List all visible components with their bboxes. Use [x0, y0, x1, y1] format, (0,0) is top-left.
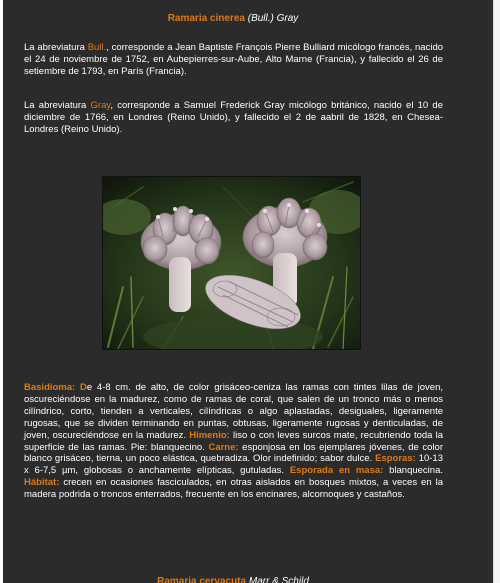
- author-bull-paragraph: [24, 42, 443, 78]
- mushroom-photo: [102, 176, 361, 350]
- carne-label: Carne:: [208, 441, 239, 453]
- next-species-authority: Marr & Schild: [248, 576, 309, 583]
- author-bull-abbr: Bull.: [87, 42, 107, 53]
- esporada-text: blanquecina.: [383, 465, 443, 477]
- himenio-text: liso o con leves surcos mate, recubriendo toda la superficie de las ramas. Pie: blanquecino.: [24, 429, 443, 453]
- esporas-label: Esporas:: [375, 453, 416, 465]
- habitat-label: Hábitat:: [24, 477, 60, 489]
- basidioma-text: e 4-8 cm. de alto, de color grisáceo-ceniza las ramas con tintes lilas de joven, oscureciéndose en la madurez, como de ramas de coral, que salen de un tronco más o menos cilíndrico, corto, tienden a verticales, cilíndricas o algo aplastadas, desiguales, ligeramente rugosas, que se dividen terminando en puntas, obtusas, ligeramente rugosas y denticuladas, de joven, oscureciéndose en la madurez.: [24, 382, 444, 441]
- next-species-title: [3, 576, 463, 583]
- author-bull-after: , corresponde a Jean Baptiste François Pierre Bulliard micólogo francés, nacido el 24 de noviembre de 1752, en Aubepierres-sur-Aube, Alto Marne (Francia), y fallecido el 26 de setiembre de 1793, en París (Francia).: [24, 42, 444, 77]
- species-title: [3, 13, 463, 25]
- carne-text: esponjosa en los ejemplares jóvenes, de color blanco grisáceo, tierna, un poco elástica, quebradiza. Olor indefinido; sabor dulce.: [24, 441, 443, 465]
- esporas-text: 10-13 x 6-7,5 µm, globosas o anchamente elípticas, gutuladas.: [24, 453, 443, 477]
- description-paragraph: [24, 382, 443, 501]
- author-gray-after: , corresponde a Samuel Frederick Gray micólogo británico, nacido el 10 de diciembre de 1766, en Londres (Reino Unido), y fallecido el 2 de aabril de 1828, en Chesea-Londres (Reino Unido).: [24, 100, 443, 135]
- next-species-name: Ramaria cervacuta: [157, 576, 247, 583]
- author-bull-before: La abreviatura: [24, 42, 88, 53]
- esporada-label: Esporada en masa:: [289, 465, 384, 477]
- author-gray-abbr: Gray: [90, 100, 111, 111]
- himenio-label: Himenio:: [189, 429, 230, 441]
- basidioma-initial: D: [75, 382, 87, 393]
- species-authority: (Bull.) Gray: [247, 13, 299, 24]
- basidioma-label: Basidioma:: [24, 382, 76, 393]
- species-name: Ramaria cinerea: [167, 13, 245, 24]
- mushroom-photo-art: [103, 177, 361, 350]
- habitat-text: crecen en ocasiones fasciculados, en otras aislados en bosques mixtos, a veces en la madera podrida o troncos enterrados, frecuente en los encinares, alcornoques y castaños.: [24, 477, 443, 501]
- scrollbar[interactable]: [493, 0, 500, 583]
- content-panel: [3, 0, 493, 583]
- author-gray-paragraph: [24, 100, 443, 136]
- author-gray-before: La abreviatura: [24, 100, 91, 111]
